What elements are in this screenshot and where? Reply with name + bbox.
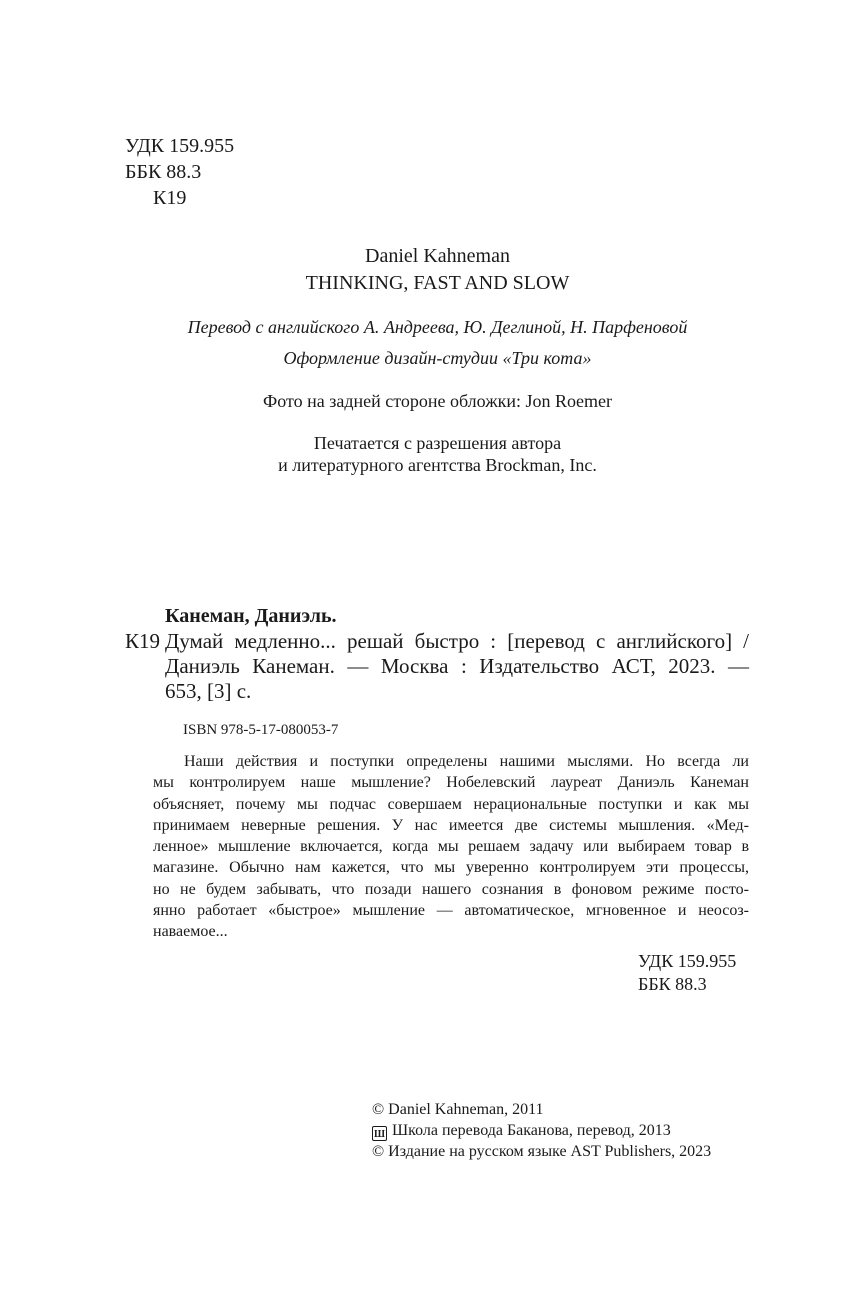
- annotation-line: янно работает «быстрое» мышление — автоматическое, мгновенное и неосоз-: [153, 902, 749, 920]
- bbk-code: ББК 88.3: [125, 161, 202, 183]
- annotation-line: ленное» мышление включается, когда мы решаем задачу или выбираем товар в: [153, 838, 749, 856]
- annotation-line: Наши действия и поступки определены нашими мыслями. Но всегда ли: [184, 753, 749, 770]
- annotation-line: магазине. Обычно нам кажется, что мы уверенно контролируем эти процессы,: [153, 859, 749, 877]
- copyright-symbol: ©: [372, 1101, 385, 1118]
- permission-notice: [0, 432, 845, 476]
- copyright-text: Издание на русском языке AST Publishers, 2023: [388, 1143, 712, 1160]
- copyright-line: [372, 1120, 711, 1141]
- top-classification: [125, 133, 234, 211]
- design-credit: Оформление дизайн-студии «Три кота»: [283, 348, 592, 368]
- translators-credit: Перевод с английского А. Андреева, Ю. Деглиной, Н. Парфеновой: [187, 317, 688, 337]
- photo-credit: Фото на задней стороне обложки: Jon Roemer: [262, 391, 613, 411]
- bib-code: К19: [125, 629, 161, 653]
- original-author: Daniel Kahneman: [365, 245, 510, 267]
- annotation-line: но не будем забывать, что позади нашего сознания в фоновом режиме посто-: [153, 880, 749, 898]
- annotation-line: принимаем неверные решения. У нас имеется две системы мышления. «Мед-: [153, 816, 749, 834]
- isbn: ISBN 978-5-17-080053-7: [183, 722, 339, 738]
- bib-publisher-line: Даниэль Канеман. — Москва : Издательство АСТ, 2023. —: [165, 654, 749, 678]
- copyright-symbol: ©: [372, 1143, 385, 1160]
- copyright-text: Daniel Kahneman, 2011: [388, 1101, 544, 1118]
- bibliographic-record: [125, 604, 749, 704]
- original-title: THINKING, FAST AND SLOW: [305, 272, 570, 294]
- udk-code: УДК 159.955: [638, 951, 737, 971]
- bib-author-heading: Канеман, Даниэль.: [165, 605, 337, 627]
- annotation-line: объясняет, почему мы подчас совершаем нерациональные поступки и как мы: [153, 795, 749, 813]
- copyright-line: [372, 1099, 711, 1120]
- udk-code: УДК 159.955: [125, 135, 235, 157]
- annotation: [153, 751, 749, 943]
- bib-title-line: Думай медленно... решай быстро : [перевод с английского] /: [165, 629, 749, 653]
- bib-pages-line: 653, [3] с.: [165, 679, 252, 703]
- copyright-line: [372, 1141, 711, 1162]
- school-logo-icon: Ш: [372, 1126, 387, 1141]
- permission-line: и литературного агентства Brockman, Inc.: [278, 455, 597, 475]
- copyright-block: [372, 1099, 711, 1162]
- annotation-line: наваемое...: [153, 923, 228, 941]
- annotation-line: мы контролируем наше мышление? Нобелевский лауреат Даниэль Канеман: [153, 774, 749, 792]
- author-mark: К19: [153, 187, 187, 209]
- permission-line: Печатается с разрешения автора: [313, 433, 562, 453]
- bbk-code: ББК 88.3: [638, 974, 707, 994]
- bottom-classification: [638, 950, 736, 996]
- copyright-text: Школа перевода Баканова, перевод, 2013: [392, 1122, 671, 1139]
